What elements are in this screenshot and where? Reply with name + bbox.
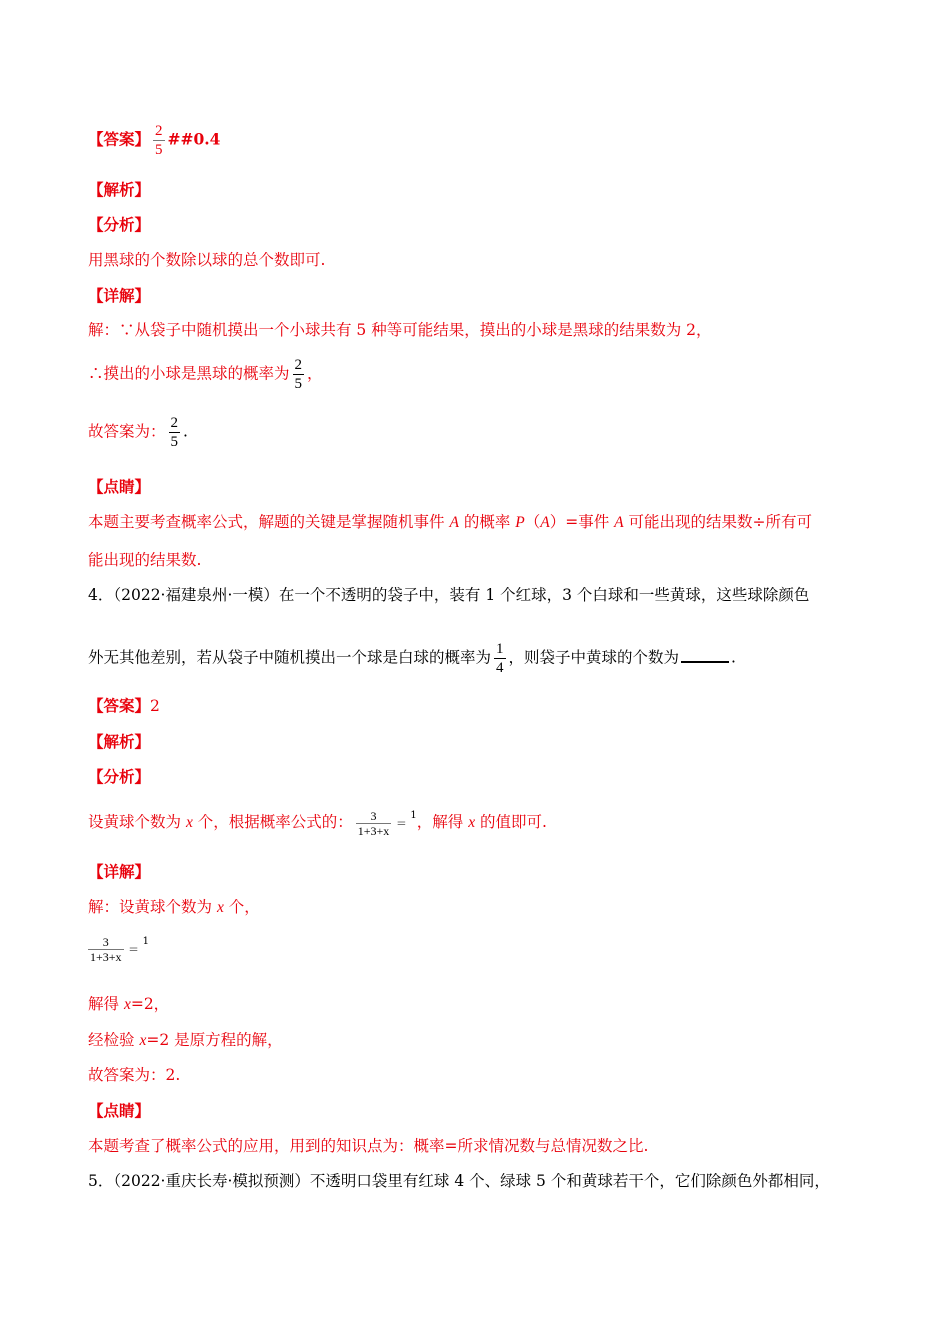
q4-final-answer: 故答案为：2. <box>88 1066 181 1084</box>
q4-solution-fraction: $\frac{3}{1+3+x}$ <box>90 934 122 964</box>
comment-line-1: 本题主要考查概率公式，解题的关键是掌握随机事件 A 的概率 P（A）=事件 A 可能出现的结果数÷所有可 <box>88 513 813 531</box>
q4-stem-line-2: 外无其他差别，若从袋子中随机摸出一个球是白球的概率为 $\frac{1}{4}$ ，则袋子中黄球的个数为 . <box>88 641 736 676</box>
answer-alt: ##0.4 <box>167 129 221 149</box>
fenxi-text: 用黑球的个数除以球的总个数即可. <box>88 251 326 269</box>
q4-equation: $\frac{3}{1+3+x}$ =$^1$ <box>90 934 149 964</box>
dianjing-heading: 【点睛】 <box>88 477 151 496</box>
q3-answer-line <box>88 122 220 159</box>
q4-dianjing-heading: 【点睛】 <box>88 1101 151 1120</box>
solution-line-1: 解：∵从袋子中随机摸出一个小球共有 5 种等可能结果，摸出的小球是黑球的结果数为 2， <box>88 321 712 339</box>
q4-fenxi-heading: 【分析】 <box>88 767 151 786</box>
q4-xiangjie-heading: 【详解】 <box>88 862 151 881</box>
q4-stem-fraction: $\frac{1}{4}$ <box>496 641 504 676</box>
comment-line-2: 能出现的结果数. <box>88 551 202 569</box>
fenxi-heading: 【分析】 <box>88 215 151 234</box>
q4-solution-line-4: 经检验 x=2 是原方程的解， <box>88 1031 283 1049</box>
q4-answer-line: 【答案】2 <box>88 696 160 715</box>
q4-jiexi-heading: 【解析】 <box>88 732 151 751</box>
final-fraction: $\frac{2}{5}$ <box>170 415 179 450</box>
final-answer-line: 故答案为： $\frac{2}{5}$ . <box>88 415 188 450</box>
answer-blank <box>681 647 729 663</box>
q4-solution-line-3: 解得 x=2， <box>88 995 170 1013</box>
answer-fraction: $\frac{2}{5}$ <box>155 123 163 158</box>
q4-fenxi-text: 设黄球个数为 x 个，根据概率公式的： $\frac{3}{1+3+x}$ =$^1$，解得 x 的值即可. <box>88 808 547 838</box>
q4-equation-fraction: $\frac{3}{1+3+x}$ <box>357 808 390 838</box>
answer-tag: 【答案】 <box>88 129 151 149</box>
jiexi-heading: 【解析】 <box>88 180 151 199</box>
solution-line-2: ∴摸出的小球是黑球的概率为 $\frac{2}{5}$ ， <box>88 357 323 392</box>
q4-stem-line-1: 4．（2022·福建泉州·一模）在一个不透明的袋子中，装有 1 个红球，3 个白球和一些黄球，这些球除颜色 <box>88 586 810 604</box>
q4-solution-line-1: 解：设黄球个数为 x 个， <box>88 898 260 916</box>
xiangjie-heading: 【详解】 <box>88 286 151 305</box>
q5-stem-line-1: 5．（2022·重庆长寿·模拟预测）不透明口袋里有红球 4 个、绿球 5 个和黄球若干个，它们除颜色外都相同， <box>88 1172 830 1190</box>
q4-comment: 本题考查了概率公式的应用，用到的知识点为：概率=所求情况数与总情况数之比. <box>88 1137 649 1155</box>
probability-fraction: $\frac{2}{5}$ <box>294 357 303 392</box>
